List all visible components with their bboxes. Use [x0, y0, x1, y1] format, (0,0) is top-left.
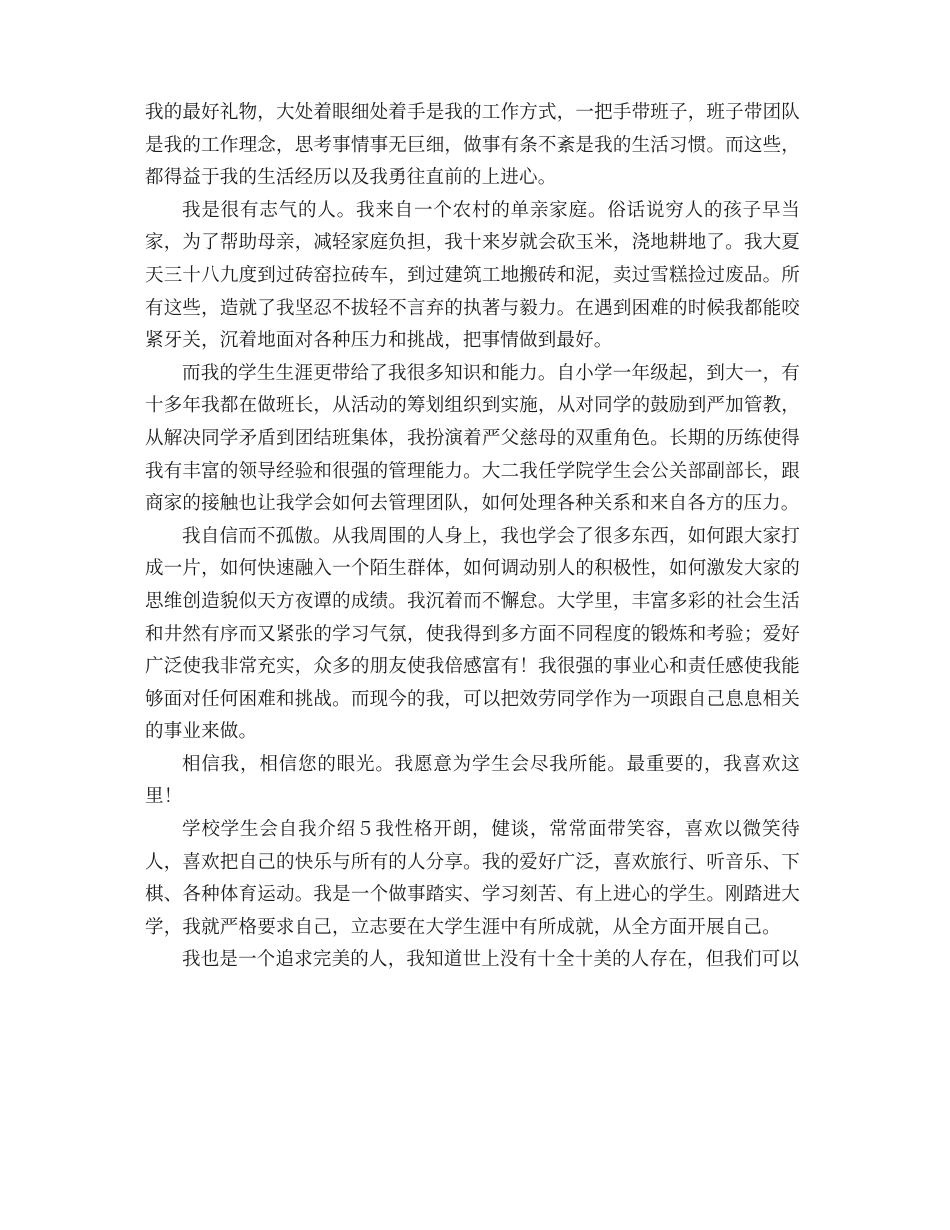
paragraph-2: 我是很有志气的人。我来自一个农村的单亲家庭。俗话说穷人的孩子早当家，为了帮助母亲，减轻家庭负担，我十来岁就会砍玉米，浇地耕地了。我大夏天三十八九度到过砖窑拉砖车，到过建筑工地搬砖和泥，卖过雪糕捡过废品。所有这些，造就了我坚忍不拔轻不言弃的执著与毅力。在遇到困难的时候我都能咬紧牙关，沉着地面对各种压力和挑战，把事情做到最好。	[145, 199, 800, 352]
paragraph-5: 相信我，相信您的眼光。我愿意为学生会尽我所能。最重要的，我喜欢这里！	[145, 753, 800, 808]
paragraph-7: 我也是一个追求完美的人，我知道世上没有十全十美的人存在，但我们可以	[182, 949, 800, 971]
paragraph-1: 我的最好礼物，大处着眼细处着手是我的工作方式，一把手带班子，班子带团队是我的工作理念，思考事情事无巨细，做事有条不紊是我的生活习惯。而这些，都得益于我的生活经历以及我勇往直前的上进心。	[145, 102, 800, 189]
paragraph-6: 学校学生会自我介绍５我性格开朗，健谈，常常面带笑容，喜欢以微笑待人，喜欢把自己的快乐与所有的人分享。我的爱好广泛，喜欢旅行、听音乐、下棋、各种体育运动。我是一个做事踏实、学习刻苦、有上进心的学生。刚踏进大学，我就严格要求自己，立志要在大学生涯中有所成就，从全方面开展自己。	[145, 819, 800, 938]
document-body	[145, 97, 800, 977]
paragraph-4: 我自信而不孤傲。从我周围的人身上，我也学会了很多东西，如何跟大家打成一片，如何快速融入一个陌生群体，如何调动别人的积极性，如何激发大家的思维创造貌似天方夜谭的成绩。我沉着而不懈怠。大学里，丰富多彩的社会生活和井然有序而又紧张的学习气氛，使我得到多方面不同程度的锻炼和考验；爱好广泛使我非常充实，众多的朋友使我倍感富有！我很强的事业心和责任感使我能够面对任何困难和挑战。而现今的我，可以把效劳同学作为一项跟自己息息相关的事业来做。	[145, 525, 800, 743]
paragraph-3: 而我的学生生涯更带给了我很多知识和能力。自小学一年级起，到大一，有十多年我都在做班长，从活动的筹划组织到实施，从对同学的鼓励到严加管教，从解决同学矛盾到团结班集体，我扮演着严父慈母的双重角色。长期的历练使得我有丰富的领导经验和很强的管理能力。大二我任学院学生会公关部副部长，跟商家的接触也让我学会如何去管理团队，如何处理各种关系和来自各方的压力。	[145, 362, 800, 515]
